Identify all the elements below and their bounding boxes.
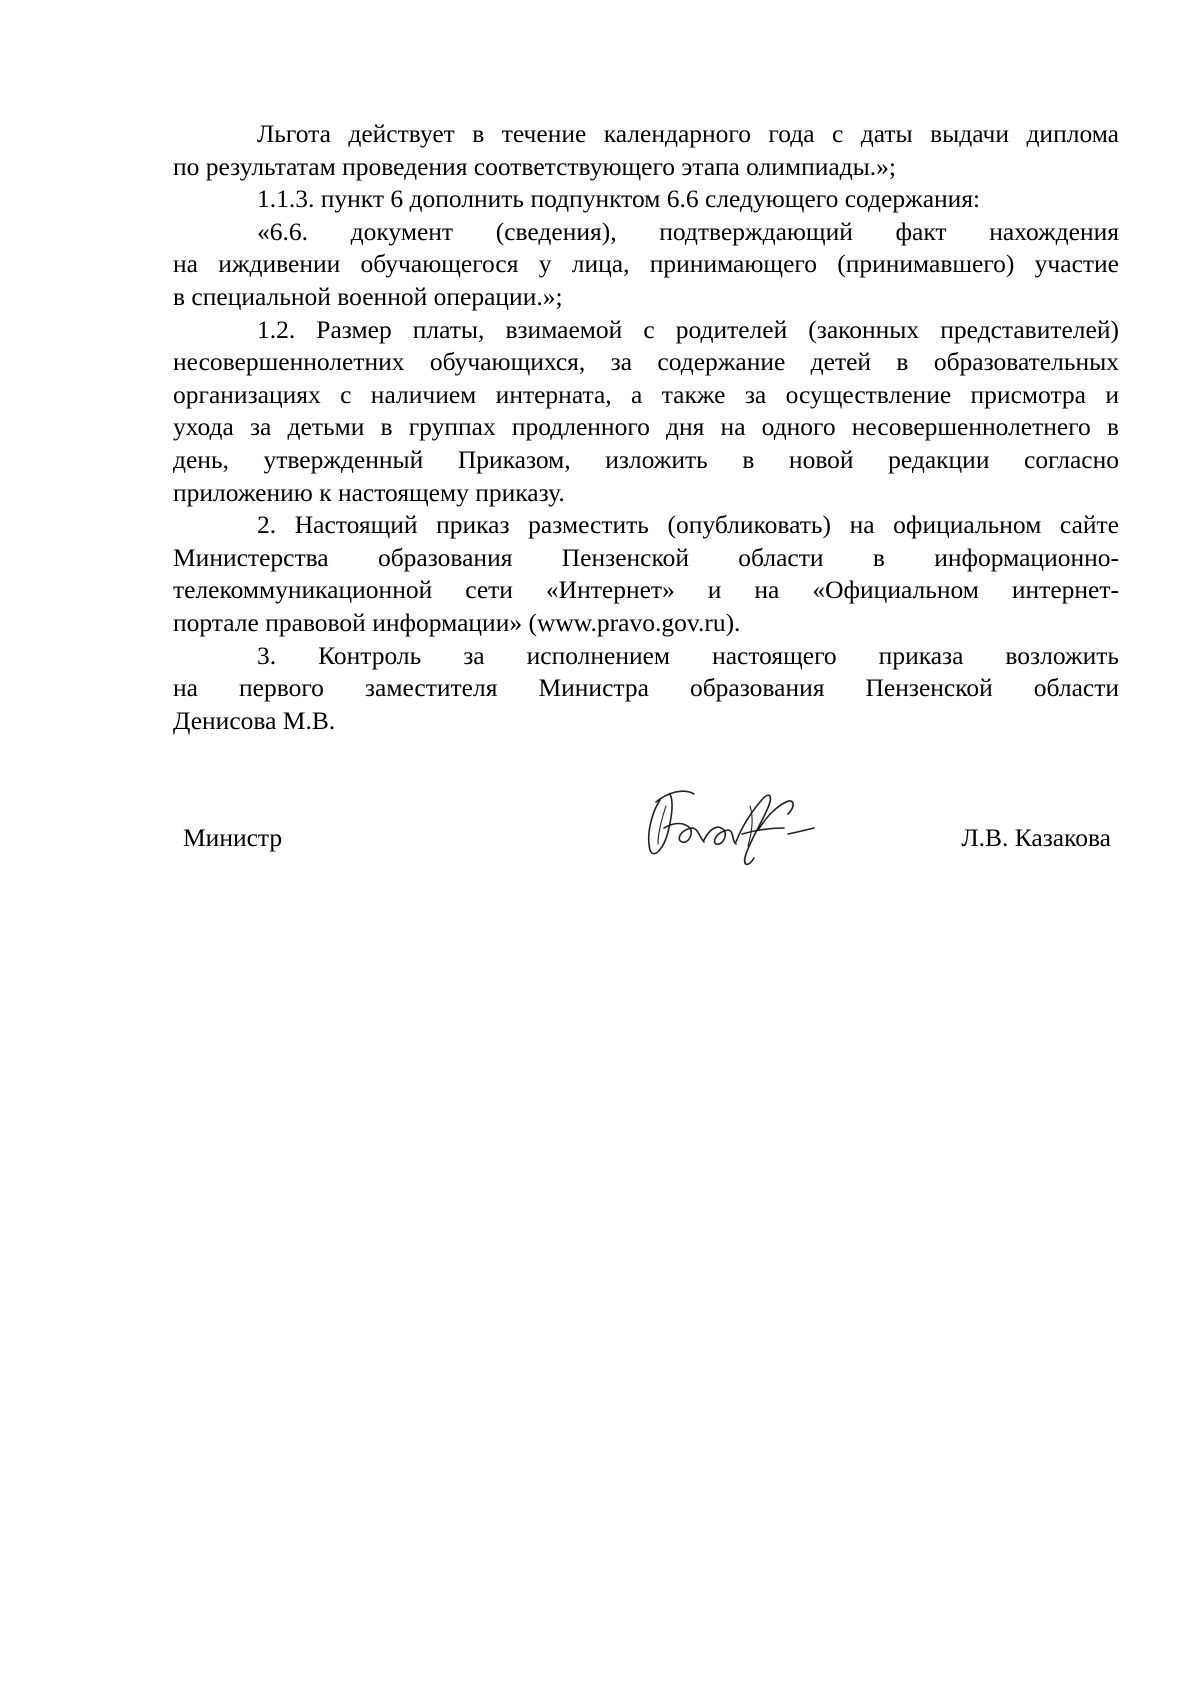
text-line: Льгота действует в течение календарного года с даты выдачи диплома [257,119,1119,148]
handwritten-signature [638,772,838,872]
text-line: на первого заместителя Министра образования Пензенской области [173,673,1119,703]
text-line: 1.2. Размер платы, взимаемой с родителей (законных представителей) [257,314,1119,344]
text-line: несовершеннолетних обучающихся, за содержание детей в образовательных [173,347,1119,377]
text-line: организациях с наличием интерната, а также за осуществление присмотра и [173,379,1119,409]
text-line: на иждивении обучающегося у лица, принимающего (принимавшего) участие [173,249,1119,279]
text-line: 1.1.3. пункт 6 дополнить подпунктом 6.6 следующего содержания: [257,184,981,214]
text-line: Денисова М.В. [173,705,336,735]
text-line: портале правовой информации» (www.pravo.gov.ru). [173,607,741,637]
text-line: «6.6. документ (сведения), подтверждающий факт нахождения [257,216,1119,246]
text-line: по результатам проведения соответствующего этапа олимпиады.»; [173,151,897,181]
signatory-name: Л.В. Казакова [961,823,1111,852]
text-line: ухода за детьми в группах продленного дня на одного несовершеннолетнего в [173,412,1119,442]
text-line: Министерства образования Пензенской области в информационно- [173,542,1119,572]
text-line: приложению к настоящему приказу. [173,477,565,507]
text-line: 3. Контроль за исполнением настоящего приказа возложить [257,640,1119,670]
text-line: 2. Настоящий приказ разместить (опубликовать) на официальном сайте [257,510,1119,540]
document-body [173,118,1119,737]
signature-block [0,780,1200,880]
text-line: день, утвержденный Приказом, изложить в новой редакции согласно [173,444,1119,474]
text-line: телекоммуникационной сети «Интернет» и на «Официальном интернет- [173,575,1119,605]
text-line: в специальной военной операции.»; [173,281,563,311]
signatory-title: Министр [183,823,283,852]
